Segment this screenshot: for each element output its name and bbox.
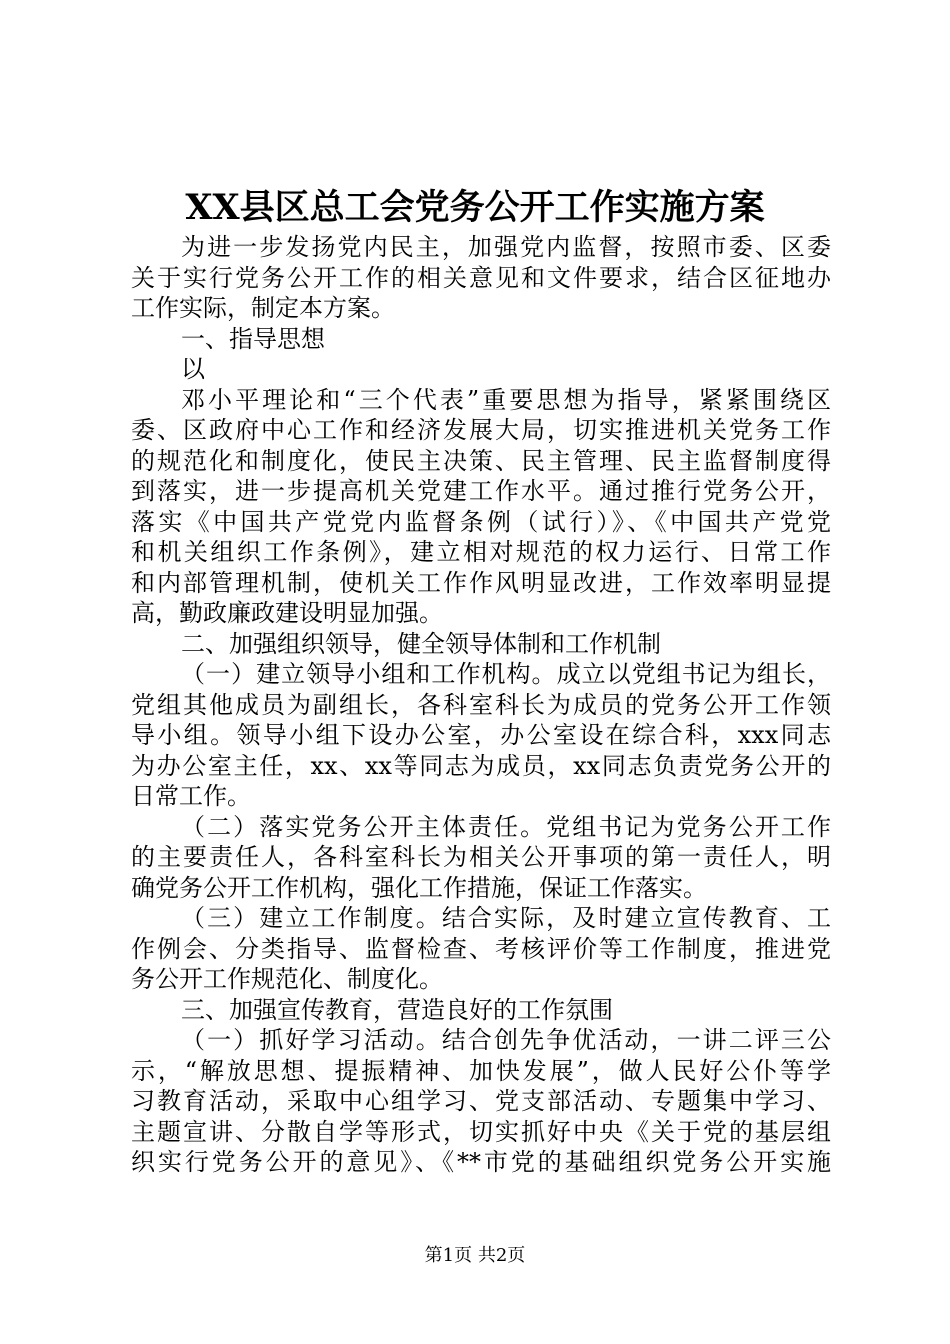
paragraph-line: （二）落实党务公开主体责任。党组书记为党务公开工作 [181, 812, 831, 841]
paragraph-line: 工作实际，制定本方案。 [131, 294, 395, 322]
paragraph-line: 作例会、分类指导、监督检查、考核评价等工作制度，推进党 [131, 934, 831, 963]
paragraph-line: 的主要责任人，各科室科长为相关公开事项的第一责任人，明 [131, 843, 831, 871]
paragraph-line: 习教育活动，采取中心组学习、党支部活动、专题集中学习、 [131, 1087, 831, 1115]
paragraph-line: 和内部管理机制，使机关工作作风明显改进，工作效率明显提 [131, 568, 831, 597]
paragraph-line: 党组其他成员为副组长，各科室科长为成员的党务公开工作领 [131, 690, 831, 719]
page-footer: 第1页 共2页 [424, 1245, 526, 1266]
paragraph-line: 委、区政府中心工作和经济发展大局，切实推进机关党务工作 [131, 416, 831, 444]
paragraph-line: 高，勤政廉政建设明显加强。 [131, 599, 443, 627]
paragraph-line: 示，“解放思想、提振精神、加快发展”，做人民好公仆等学 [131, 1056, 831, 1085]
paragraph-line: 以 [181, 355, 205, 383]
paragraph-line: 为进一步发扬党内民主，加强党内监督，按照市委、区委 [181, 233, 831, 261]
paragraph-line: 落实《中国共产党党内监督条例（试行）》、《中国共产党党 [131, 507, 831, 536]
paragraph-line: 关于实行党务公开工作的相关意见和文件要求，结合区征地办 [131, 263, 831, 292]
paragraph-line: （一）抓好学习活动。结合创先争优活动，一讲二评三公 [181, 1026, 831, 1054]
paragraph-line: 确党务公开工作机构，强化工作措施，保证工作落实。 [131, 873, 707, 902]
paragraph-line: 和机关组织工作条例》，建立相对规范的权力运行、日常工作 [131, 538, 831, 566]
paragraph-line: 导小组。领导小组下设办公室，办公室设在综合科，xxx同志 [131, 721, 831, 749]
document-title: XX县区总工会党务公开工作实施方案 [185, 187, 765, 228]
paragraph-line: 务公开工作规范化、制度化。 [131, 965, 443, 993]
paragraph-line: 邓小平理论和“三个代表”重要思想为指导，紧紧围绕区 [181, 385, 831, 414]
document-body [131, 232, 831, 1178]
section-heading: 一、指导思想 [181, 324, 325, 353]
section-heading: 二、加强组织领导，健全领导体制和工作机制 [181, 629, 661, 658]
paragraph-line: 到落实，进一步提高机关党建工作水平。通过推行党务公开， [131, 477, 831, 505]
paragraph-line: 织实行党务公开的意见》、《**市党的基础组织党务公开实施 [131, 1148, 831, 1176]
paragraph-line: 的规范化和制度化，使民主决策、民主管理、民主监督制度得 [131, 446, 831, 475]
paragraph-line: 日常工作。 [131, 782, 251, 810]
paragraph-line: （三）建立工作制度。结合实际，及时建立宣传教育、工 [181, 904, 831, 932]
paragraph-line: 主题宣讲、分散自学等形式，切实抓好中央《关于党的基层组 [131, 1117, 831, 1146]
paragraph-line: （一）建立领导小组和工作机构。成立以党组书记为组长， [181, 660, 831, 688]
section-heading: 三、加强宣传教育，营造良好的工作氛围 [181, 995, 613, 1024]
paragraph-line: 为办公室主任，xx、xx等同志为成员，xx同志负责党务公开的 [131, 751, 831, 780]
